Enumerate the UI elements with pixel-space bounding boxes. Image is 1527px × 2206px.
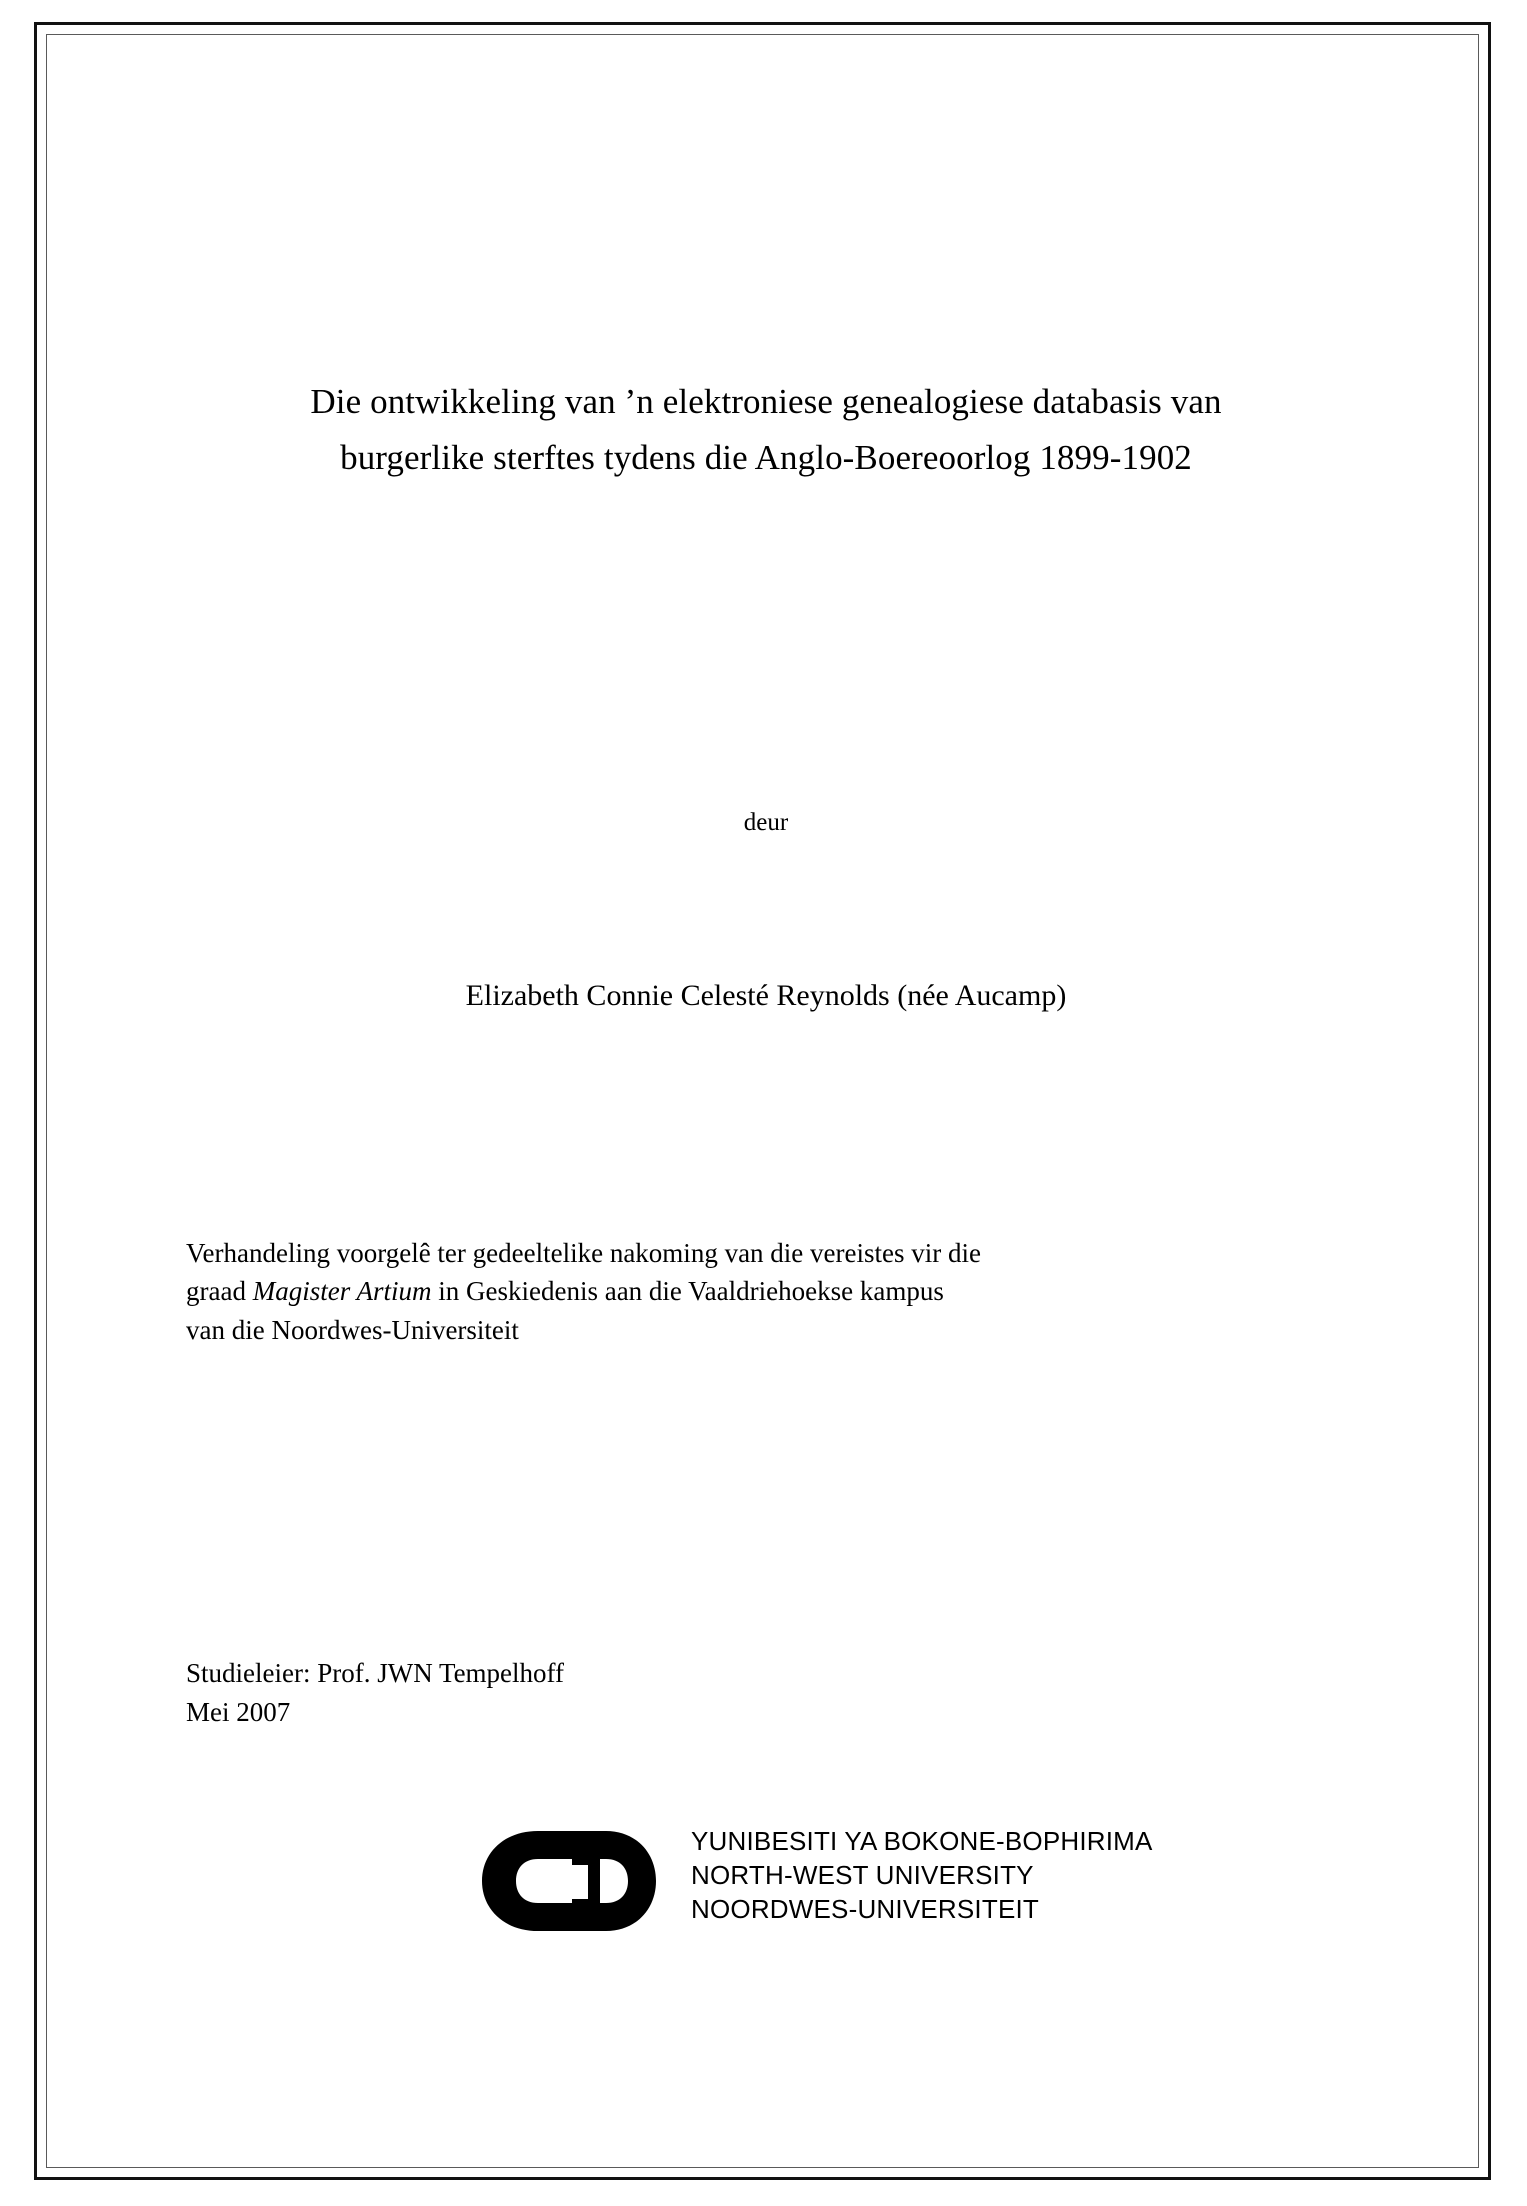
- degree-name: Magister Artium: [252, 1276, 432, 1307]
- supervisor-block: [186, 1654, 1346, 1732]
- logo-text-line-2: NORTH-WEST UNIVERSITY: [691, 1859, 1034, 1890]
- degree-statement-line-2: [186, 1272, 1346, 1310]
- logo-text-line-3: NOORDWES-UNIVERSITEIT: [691, 1893, 1039, 1924]
- by-label: deur: [743, 809, 789, 836]
- title-line-1: Die ontwikkeling van ’n elektroniese genealogiese databasis van: [310, 382, 1222, 421]
- university-logo: [476, 1819, 1153, 1949]
- degree-statement-line-2-prefix: graad: [186, 1276, 253, 1307]
- nwu-logo-icon: [476, 1825, 676, 1937]
- page-title: [186, 374, 1346, 486]
- author-name: Elizabeth Connie Celesté Reynolds (née Aucamp): [465, 979, 1067, 1012]
- degree-statement-line-2-suffix: in Geskiedenis aan die Vaaldriehoekse kampus: [431, 1276, 944, 1307]
- university-logo-text: [691, 1825, 1153, 1926]
- date-line: Mei 2007: [186, 1697, 291, 1728]
- logo-text-line-1: YUNIBESITI YA BOKONE-BOPHIRIMA: [691, 1826, 1153, 1856]
- supervisor-line: Studieleier: Prof. JWN Tempelhoff: [186, 1658, 565, 1688]
- page-content: [46, 34, 1479, 2168]
- title-line-2: burgerlike sterftes tydens die Anglo-Boereoorlog 1899-1902: [340, 438, 1192, 477]
- degree-statement-line-1: Verhandeling voorgelê ter gedeeltelike nakoming van die vereistes vir die: [186, 1238, 981, 1268]
- degree-statement: [186, 1234, 1346, 1349]
- degree-statement-line-3: van die Noordwes-Universiteit: [186, 1314, 519, 1345]
